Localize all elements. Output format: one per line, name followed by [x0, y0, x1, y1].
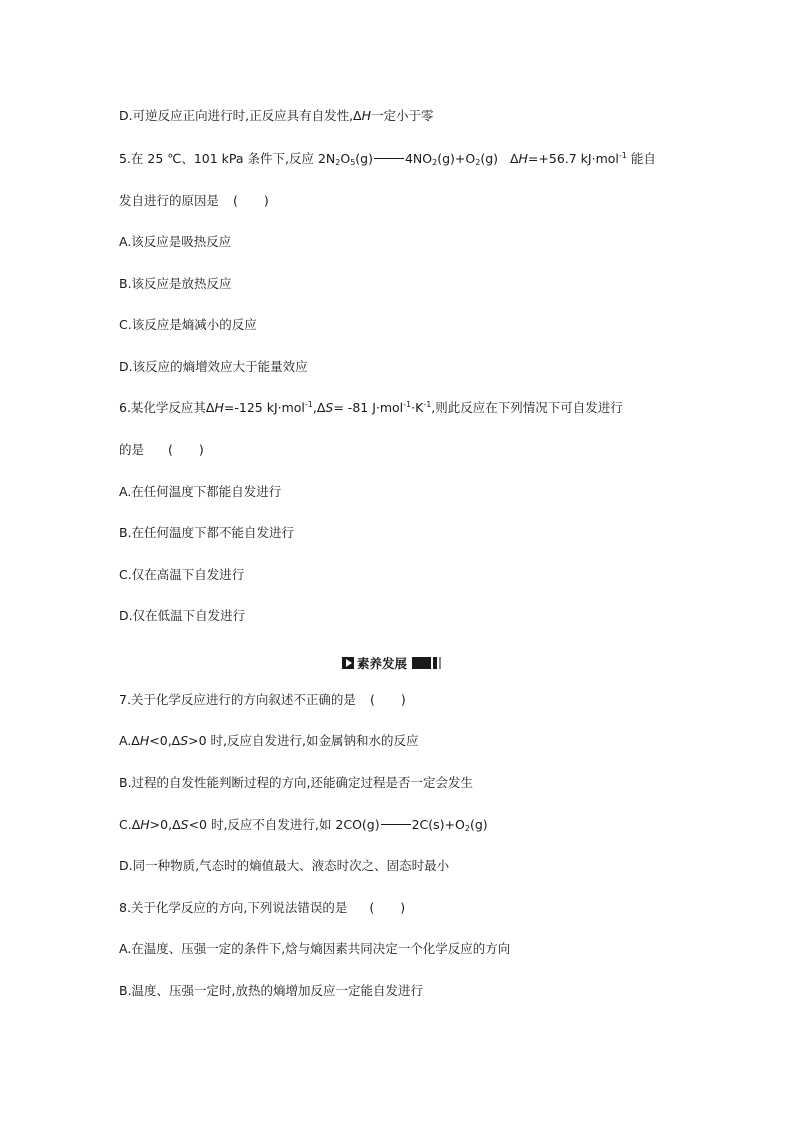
play-icon [342, 657, 354, 669]
q6-option-d: D.仅在低温下自发进行 [119, 608, 246, 623]
q6-stem-line2: 的是 ( ) [119, 442, 204, 457]
q7-option-a: A.ΔH<0,ΔS>0 时,反应自发进行,如金属钠和水的反应 [119, 733, 419, 748]
q5-option-a: A.该反应是吸热反应 [119, 234, 232, 249]
reaction-equals-sign [374, 158, 404, 159]
answer-blank: ( ) [233, 193, 269, 208]
q4-option-d: D.可逆反应正向进行时,正反应具有自发性,ΔH一定小于零 [119, 108, 434, 123]
q5-option-b: B.该反应是放热反应 [119, 276, 232, 291]
answer-blank: ( ) [168, 442, 204, 457]
q5-option-d: D.该反应的熵增效应大于能量效应 [119, 359, 308, 374]
section-title: 素养发展 [357, 656, 408, 671]
q6-option-b: B.在任何温度下都不能自发进行 [119, 525, 295, 540]
q6-option-c: C.仅在高温下自发进行 [119, 567, 245, 582]
q5-option-c: C.该反应是熵减小的反应 [119, 317, 257, 332]
answer-blank: ( ) [369, 900, 406, 915]
q7-stem: 7.关于化学反应进行的方向叙述不正确的是 ( ) [119, 692, 406, 707]
q8-option-b: B.温度、压强一定时,放热的熵增加反应一定能自发进行 [119, 983, 424, 998]
q5-stem-line2: 发自进行的原因是 ( ) [119, 193, 269, 208]
answer-blank: ( ) [369, 692, 406, 707]
reaction-equals-sign [381, 824, 411, 825]
q8-stem: 8.关于化学反应的方向,下列说法错误的是 ( ) [119, 900, 406, 915]
q7-option-c: C.ΔH>0,ΔS<0 时,反应不自发进行,如 2CO(g) $2C(s)+O_2(g)$ [119, 817, 488, 833]
q8-option-a: A.在温度、压强一定的条件下,焓与熵因素共同决定一个化学反应的方向 [119, 941, 511, 956]
q6-stem-line1: 6.某化学反应其ΔH=-125 kJ·mol$^{-1}$,ΔS= -81 $J\cdot mol^{-1}\cdot K^{-1}$,则此反应在下列情况下可自发进行 [119, 400, 623, 415]
q7-option-b: B.过程的自发性能判断过程的方向,还能确定过程是否一定会发生 [119, 775, 474, 790]
section-header [342, 655, 441, 671]
q7-option-d: D.同一种物质,气态时的熵值最大、液态时次之、固态时最小 [119, 858, 450, 873]
decorative-bars-icon [412, 657, 441, 669]
q5-stem-line1: 5.在 25 ℃、101 kPa 条件下,反应 $2N_2O_5(g)$ $4NO_2(g)+O_2(g)$ ΔH=+56.7 kJ·mol$^{-1}$ 能自 [119, 151, 656, 167]
q6-option-a: A.在任何温度下都能自发进行 [119, 484, 282, 499]
